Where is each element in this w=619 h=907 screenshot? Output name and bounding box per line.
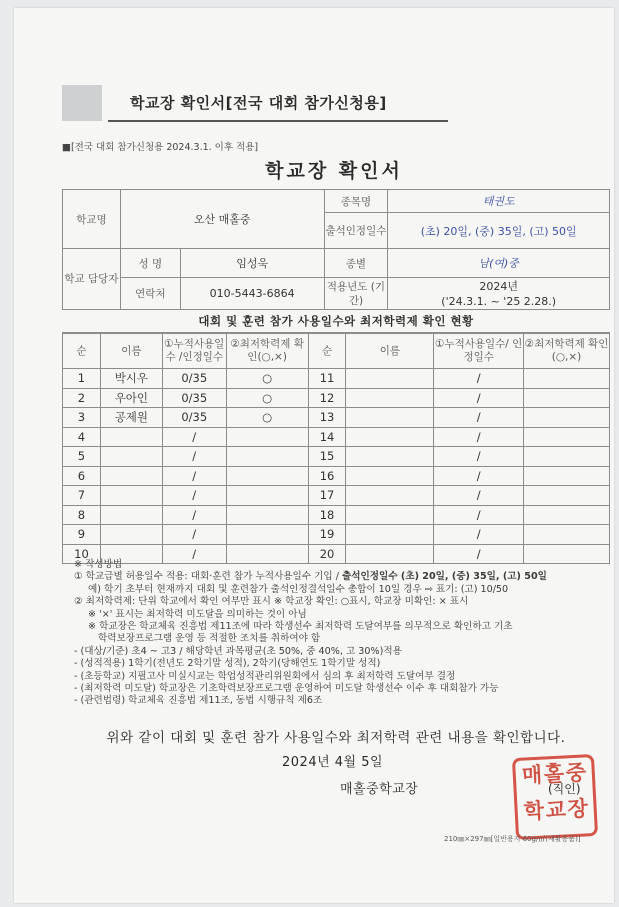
table-row — [63, 505, 610, 525]
row-check-right — [524, 408, 610, 428]
header-title: 학교장 확인서[전국 대회 참가신청용] — [108, 86, 448, 122]
row-name — [100, 447, 162, 467]
row-check — [226, 505, 308, 525]
row-name — [100, 525, 162, 545]
row-days: / — [162, 544, 226, 564]
note-7: - (초등학교) 지필고사 미실시교는 학업성적관리위원회에서 심의 후 최저학력 도달여부 결정 — [74, 670, 456, 682]
manager-label: 학교 담당자 — [63, 249, 121, 310]
document-title: 학교장 확인서 — [265, 160, 403, 182]
notes-heading: ※ 작성방법 — [74, 559, 123, 570]
row-check — [226, 447, 308, 467]
row-days: / — [162, 427, 226, 447]
row-days-right: / — [434, 544, 524, 564]
col-check-right: ②최저학력제 확인(○,×) — [524, 334, 610, 369]
row-check-right — [524, 466, 610, 486]
year-cell — [388, 278, 610, 310]
row-name: 공제원 — [100, 408, 162, 428]
seal-placeholder: (직인) — [548, 782, 581, 796]
row-days: 0/35 — [162, 408, 226, 428]
col-name: 이름 — [100, 334, 162, 369]
row-no: 4 — [63, 427, 101, 447]
row-check-right — [524, 525, 610, 545]
year-value: 2024년 — [479, 279, 518, 293]
row-no-right: 16 — [308, 466, 346, 486]
row-name-right — [346, 408, 434, 428]
seal-char-1: 매 — [521, 761, 543, 788]
row-check — [226, 427, 308, 447]
row-no-right: 18 — [308, 505, 346, 525]
row-days-right: / — [434, 525, 524, 545]
row-check: ○ — [226, 388, 308, 408]
col-days: ①누적사용일수 /인정일수 — [162, 334, 226, 369]
note-9: - (관련법령) 학교체육 진흥법 제11조, 동법 시행규칙 제6조 — [74, 695, 323, 707]
section-title: 대회 및 훈련 참가 사용일수와 최저학력제 확인 현황 — [62, 309, 610, 333]
row-days-right: / — [434, 408, 524, 428]
principal-signature: 매홀중학교장 — [340, 782, 419, 797]
row-no-right: 13 — [308, 408, 346, 428]
seal-char-6: 장 — [566, 795, 589, 822]
table-row — [63, 427, 610, 447]
note-2: ② 최저학력제: 단위 학교에서 확인 여부만 표시 ※ 학교장 확인: ○표시, 학교장 미확인: × 표시 — [74, 596, 469, 608]
seal-char-4: 학 — [523, 797, 545, 824]
col-no: 순 — [63, 334, 101, 369]
row-check: ○ — [226, 408, 308, 428]
note-3: ※ '×' 표시는 최저학력 미도달을 의미하는 것이 아님 — [88, 608, 307, 620]
table-row — [63, 466, 610, 486]
row-days-right: / — [434, 369, 524, 389]
row-no: 8 — [63, 505, 101, 525]
row-no-right: 17 — [308, 486, 346, 506]
confirmation-text: 위와 같이 대회 및 훈련 참가 사용일수와 최저학력 관련 내용을 확인합니다. — [106, 730, 566, 746]
row-name-right — [346, 505, 434, 525]
contact-label: 연락처 — [120, 278, 180, 310]
row-name-right — [346, 447, 434, 467]
name-label: 성 명 — [120, 249, 180, 278]
row-check — [226, 525, 308, 545]
row-no: 10 — [63, 544, 101, 564]
roster-table — [62, 333, 610, 564]
row-no: 7 — [63, 486, 101, 506]
row-no-right: 11 — [308, 369, 346, 389]
contact-value: 010-5443-6864 — [180, 278, 324, 310]
row-no: 3 — [63, 408, 101, 428]
row-name-right — [346, 369, 434, 389]
note-1 — [74, 571, 604, 583]
row-check-right — [524, 427, 610, 447]
row-check-right — [524, 486, 610, 506]
header-gray-box — [62, 85, 102, 121]
row-days-right: / — [434, 486, 524, 506]
row-name-right — [346, 525, 434, 545]
row-check: ○ — [226, 369, 308, 389]
note-4b: 학력보장프로그램 운영 등 적절한 조치를 취하여야 함 — [98, 633, 321, 645]
row-no-right: 19 — [308, 525, 346, 545]
note-4: ※ 학교장은 학교체육 진흥법 제11조에 따라 학생선수 최저학력 도달여부를 의무적으로 확인하고 기초 — [88, 621, 513, 633]
row-name-right — [346, 466, 434, 486]
row-days-right: / — [434, 427, 524, 447]
info-table — [62, 189, 610, 310]
attendance-label: 출석인정일수 — [324, 213, 388, 249]
year-label: 적용년도 (기간) — [324, 278, 388, 310]
row-no-right: 14 — [308, 427, 346, 447]
row-name — [100, 505, 162, 525]
row-name: 박시우 — [100, 369, 162, 389]
writing-instructions — [74, 559, 604, 708]
gender-label: 종별 — [324, 249, 388, 278]
gender-value: 남(여)중 — [388, 249, 610, 278]
official-seal — [512, 754, 598, 840]
subnote: ■[전국 대회 참가신청용 2024.3.1. 이후 적용] — [62, 142, 259, 153]
col-no-right: 순 — [308, 334, 346, 369]
row-days-right: / — [434, 466, 524, 486]
row-days: / — [162, 505, 226, 525]
table-row — [63, 369, 610, 389]
table-row — [63, 525, 610, 545]
row-check — [226, 466, 308, 486]
note-1-bold: 출석인정일수 (초) 20일, (중) 35일, (고) 50일 — [341, 571, 547, 583]
seal-char-5: 교 — [545, 796, 567, 823]
row-check-right — [524, 369, 610, 389]
event-value: 태권도 — [388, 190, 610, 213]
row-name — [100, 466, 162, 486]
school-value: 오산 매홀중 — [120, 190, 324, 249]
table-row — [63, 447, 610, 467]
name-value: 임성욱 — [180, 249, 324, 278]
row-no: 5 — [63, 447, 101, 467]
row-check-right — [524, 388, 610, 408]
attendance-value: (초) 20일, (중) 35일, (고) 50일 — [388, 213, 610, 249]
row-days: / — [162, 447, 226, 467]
issue-date: 2024년 4월 5일 — [282, 755, 384, 770]
note-8: - (최저학력 미도달) 학교장은 기초학력보장프로그램 운영하여 미도달 학생선수 이수 후 대회참가 가능 — [74, 683, 499, 695]
row-name-right — [346, 427, 434, 447]
row-check — [226, 486, 308, 506]
row-days-right: / — [434, 505, 524, 525]
row-no: 9 — [63, 525, 101, 545]
note-1-text: ① 학교급별 허용일수 적용: 대회·훈련 참가 누적사용일수 기입 / — [74, 571, 342, 583]
row-no: 1 — [63, 369, 101, 389]
table-row — [63, 388, 610, 408]
row-days: / — [162, 525, 226, 545]
row-name — [100, 486, 162, 506]
paper-size-note: 210㎜×297㎜[일반용지 60g/㎡(재활용품)] — [444, 835, 581, 843]
school-label: 학교명 — [63, 190, 121, 249]
note-1-example: 예) 학기 초부터 현재까지 대회 및 훈련참가 출석인정결석일수 총합이 10일 경우 ⇨ 표기: (고) 10/50 — [88, 583, 509, 595]
row-no-right: 15 — [308, 447, 346, 467]
event-label: 종목명 — [324, 190, 388, 213]
note-6: - (성적적용) 1학기(전년도 2학기말 성적), 2학기(당해연도 1학기말 성적) — [74, 658, 381, 670]
row-name — [100, 427, 162, 447]
seal-char-3: 중 — [565, 759, 587, 786]
row-days: / — [162, 466, 226, 486]
row-name-right — [346, 486, 434, 506]
row-days-right: / — [434, 447, 524, 467]
table-row — [63, 486, 610, 506]
row-check-right — [524, 505, 610, 525]
row-no: 2 — [63, 388, 101, 408]
row-check-right — [524, 447, 610, 467]
seal-char-2: 홀 — [543, 760, 565, 787]
row-days: / — [162, 486, 226, 506]
period-value: ('24.3.1. ~ '25 2.28.) — [441, 294, 557, 308]
row-no: 6 — [63, 466, 101, 486]
row-name: 우아인 — [100, 388, 162, 408]
col-name-right: 이름 — [346, 334, 434, 369]
document-page — [14, 8, 614, 903]
row-name-right — [346, 388, 434, 408]
row-no-right: 20 — [308, 544, 346, 564]
table-row — [63, 408, 610, 428]
row-no-right: 12 — [308, 388, 346, 408]
col-days-right: ①누적사용일수/ 인정일수 — [434, 334, 524, 369]
note-5: - (대상/기준) 초4 ~ 고3 / 해당학년 과목평균(초 50%, 중 40%, 고 30%)적용 — [74, 645, 402, 657]
row-days: 0/35 — [162, 369, 226, 389]
col-check: ②최저학력제 확인(○,×) — [226, 334, 308, 369]
roster-header-row — [63, 334, 610, 369]
row-days-right: / — [434, 388, 524, 408]
row-days: 0/35 — [162, 388, 226, 408]
